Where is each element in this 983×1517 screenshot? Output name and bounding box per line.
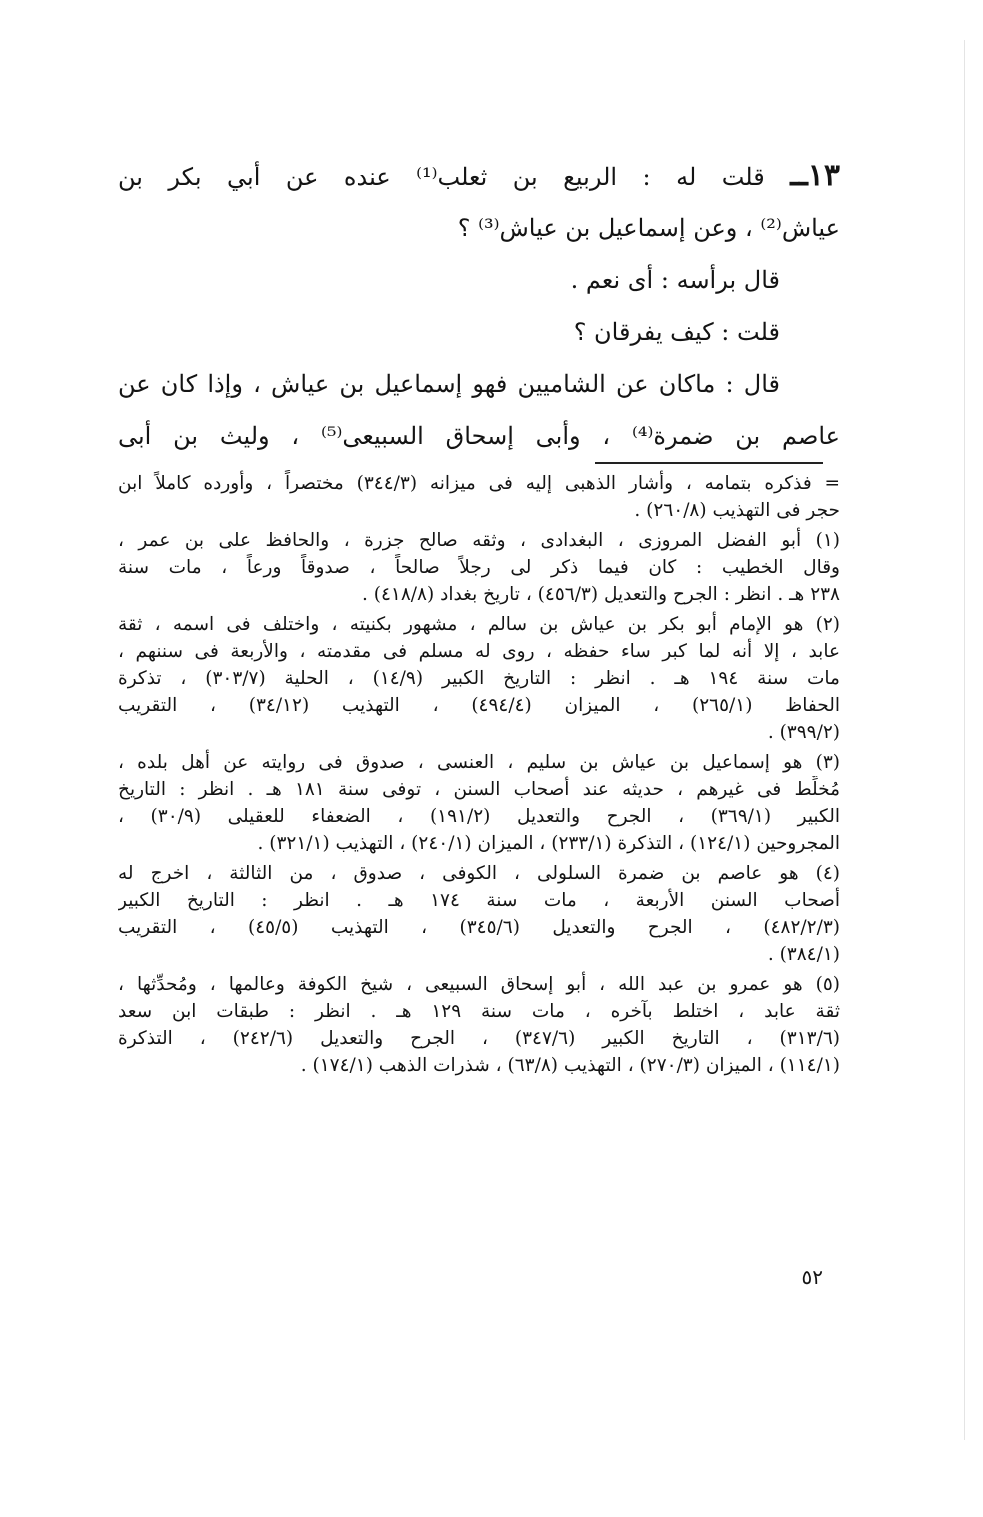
main-line-text: عياش⁽²⁾ ، وعن إسماعيل بن عياش⁽³⁾ ؟: [457, 214, 840, 242]
main-line-text: قال : ماكان عن الشاميين فهو إسماعيل بن عياش ، وإذا كان عن: [118, 370, 780, 398]
footnote-3: [118, 749, 840, 857]
main-line-text: عاصم بن ضمرة⁽⁴⁾ ، وأبى إسحاق السبيعى⁽⁵⁾ ، وليث بن أبى: [118, 422, 840, 450]
footnote-line: الكبير (٣٦٩/١) ، الجرح والتعديل (١٩١/٢) ، الضعفاء للعقيلى (٣٠/٩) ،: [118, 806, 840, 827]
footnote-line: (٤٨٢/٢/٣) ، الجرح والتعديل (٣٤٥/٦) ، التهذيب (٤٥/٥) ، التقريب: [118, 917, 840, 938]
scan-edge-line: [964, 40, 965, 1440]
entry-number: ١٣ــ: [790, 158, 840, 193]
footnote-line: أصحاب السنن الأربعة ، مات سنة ١٧٤ هـ . انظر : التاريخ الكبير: [118, 890, 840, 911]
footnote-line: عابد ، إلا أنه لما كبر ساء حفظه ، روى له مسلم فى مقدمته ، والأربعة فى سننهم ،: [118, 641, 840, 662]
footnote-line: ٢٣٨ هـ . انظر : الجرح والتعديل (٤٥٦/٣) ، تاريخ بغداد (٤١٨/٨) .: [362, 584, 840, 605]
footnote-continuation: [118, 470, 840, 524]
main-line-text: قلت : كيف يفرقان ؟: [573, 318, 780, 346]
footnote-line: (٣) هو إسماعيل بن عياش بن سليم ، العنسى ، صدوق فى روايته عن أهل بلده ،: [118, 752, 840, 773]
footnote-line: = فذكره بتمامه ، وأشار الذهبى إليه فى ميزانه (٣٤٤/٣) مختصراً ، وأورده كاملاً ابن: [118, 473, 840, 494]
main-line: [118, 202, 840, 254]
main-text: [118, 150, 840, 462]
main-line: [118, 150, 840, 202]
footnote-divider: [595, 462, 823, 464]
main-line: [118, 410, 840, 462]
footnote-2: [118, 611, 840, 746]
footnote-line: حجر فى التهذيب (٢٦٠/٨) .: [634, 500, 840, 521]
footnote-line: (٣١٣/٦) ، التاريخ الكبير (٣٤٧/٦) ، الجرح والتعديل (٢٤٢/٦) ، التذكرة: [118, 1028, 840, 1049]
main-line: [118, 358, 840, 410]
footnote-line: مُخلِّط فى غيرهم ، حديثه عند أصحاب السنن ، توفى سنة ١٨١ هـ . انظر : التاريخ: [118, 779, 840, 800]
footnote-4: [118, 860, 840, 968]
main-line: [118, 254, 840, 306]
footnote-line: مات سنة ١٩٤ هـ . انظر : التاريخ الكبير (١٤/٩) ، الحلية (٣٠٣/٧) ، تذكرة: [118, 668, 840, 689]
footnote-line: (٣٨٤/١) .: [767, 944, 840, 965]
footnote-line: (٥) هو عمرو بن عبد الله ، أبو إسحاق السبيعى ، شيخ الكوفة وعالمها ، ومُحدِّثها ،: [118, 974, 840, 995]
main-line-text: قلت له : الربيع بن ثعلب⁽¹⁾ عنده عن أبي بكر بن: [118, 163, 765, 191]
footnote-line: (٤) هو عاصم بن ضمرة السلولى ، الكوفى ، صدوق ، من الثالثة ، اخرج له: [118, 863, 840, 884]
footnote-line: المجروحين (١٢٤/١) ، التذكرة (٢٣٣/١) ، الميزان (٢٤٠/١) ، التهذيب (٣٢١/١) .: [257, 833, 840, 854]
page-number: ٥٢: [801, 1265, 823, 1289]
footnote-line: (١) أبو الفضل المروزى ، البغدادى ، وثقه صالح جزرة ، والحافظ على بن عمر ،: [118, 530, 840, 551]
footnote-line: وقال الخطيب : كان فيما ذكر لى رجلاً صالحاً ، صدوقاً ورعاً ، مات سنة: [118, 557, 840, 578]
footnote-line: ثقة عابد ، اختلط بآخره ، مات سنة ١٢٩ هـ . انظر : طبقات ابن سعد: [118, 1001, 840, 1022]
footnote-line: (٢) هو الإمام أبو بكر بن عياش بن سالم ، مشهور بكنيته ، واختلف فى اسمه ، ثقة: [118, 614, 840, 635]
footnote-line: (٣٩٩/٢) .: [767, 722, 840, 743]
footnote-line: (١١٤/١) ، الميزان (٢٧٠/٣) ، التهذيب (٦٣/٨) ، شذرات الذهب (١٧٤/١) .: [300, 1055, 840, 1076]
main-line: [118, 306, 840, 358]
main-line-text: قال برأسه : أى نعم .: [570, 266, 780, 294]
footnote-5: [118, 971, 840, 1079]
footnotes: [118, 470, 840, 1082]
footnote-1: [118, 527, 840, 608]
footnote-line: الحفاظ (٢٦٥/١) ، الميزان (٤٩٤/٤) ، التهذيب (٣٤/١٢) ، التقريب: [118, 695, 840, 716]
